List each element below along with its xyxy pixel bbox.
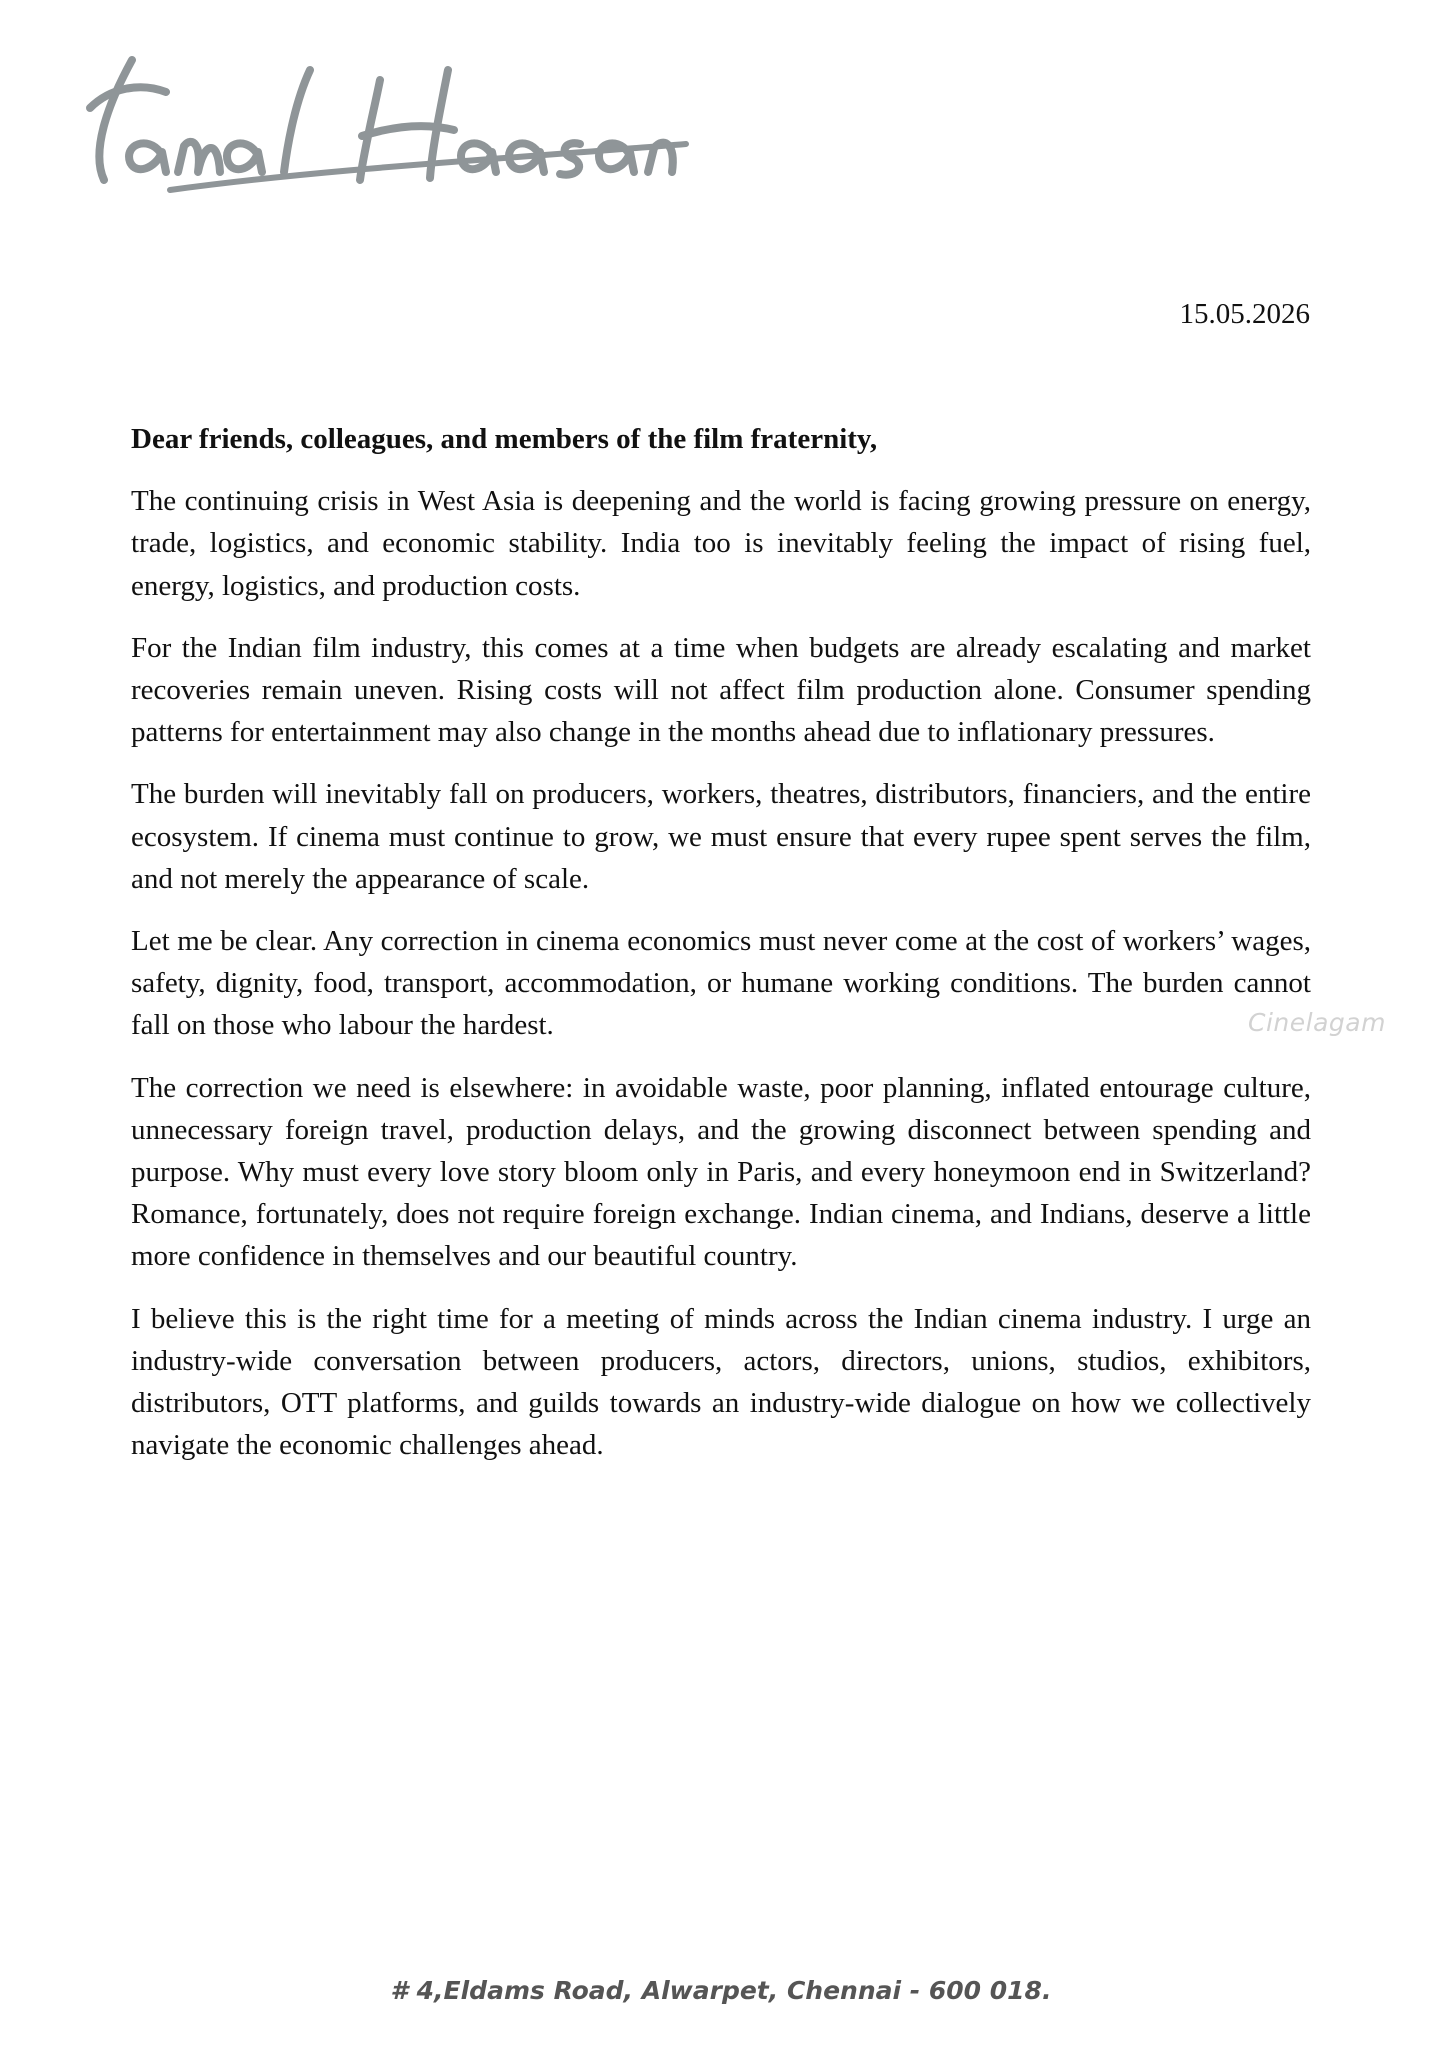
salutation: Dear friends, colleagues, and members of the film fraternity, — [131, 423, 878, 455]
paragraph-6: I believe this is the right time for a meeting of minds across the Indian cinema industry. I urge an industry-wide conversation between producers, actors, directors, unions, studios, exhibitors, distributors, OTT platforms, and guilds towards an industry-wide dialogue on how we collectively navigate the economic challenges ahead. — [131, 1302, 1311, 1462]
signature-logo — [80, 40, 700, 200]
paragraph-5: The correction we need is elsewhere: in avoidable waste, poor planning, inflated entourage culture, unnecessary foreign travel, production delays, and the growing disconnect between spending and purpose. Why must every love story bloom only in Paris, and every honeymoon end in Switzerland? Romance, fortunately, does not require foreign exchange. Indian cinema, and Indians, deserve a little more confidence in themselves and our beautiful country. — [131, 1071, 1311, 1273]
paragraph-1: The continuing crisis in West Asia is deepening and the world is facing growing pressure on energy, trade, logistics, and economic stability. India too is inevitably feeling the impact of rising fuel, energy, logistics, and production costs. — [131, 485, 1311, 602]
letter-date: 15.05.2026 — [1179, 298, 1310, 330]
paragraph-3: The burden will inevitably fall on producers, workers, theatres, distributors, financiers, and the entire ecosystem. If cinema must continue to grow, we must ensure that every rupee spent serves the film, and not merely the appearance of scale. — [131, 778, 1311, 895]
paragraph-2: For the Indian film industry, this comes at a time when budgets are already escalating and market recoveries remain uneven. Rising costs will not affect film production alone. Consumer spending patterns for entertainment may also change in the months ahead due to inflationary pressures. — [131, 631, 1311, 749]
paragraph-4: Let me be clear. Any correction in cinema economics must never come at the cost of workers’ wages, safety, dignity, food, transport, accommodation, or humane working conditions. The burden cannot fall on those who labour the hardest. — [131, 925, 1311, 1042]
letter-body — [131, 418, 1311, 1486]
footer-address: # 4,Eldams Road, Alwarpet, Chennai - 600 018. — [390, 1976, 1052, 2005]
watermark: Cinelagam — [1248, 1008, 1386, 1037]
